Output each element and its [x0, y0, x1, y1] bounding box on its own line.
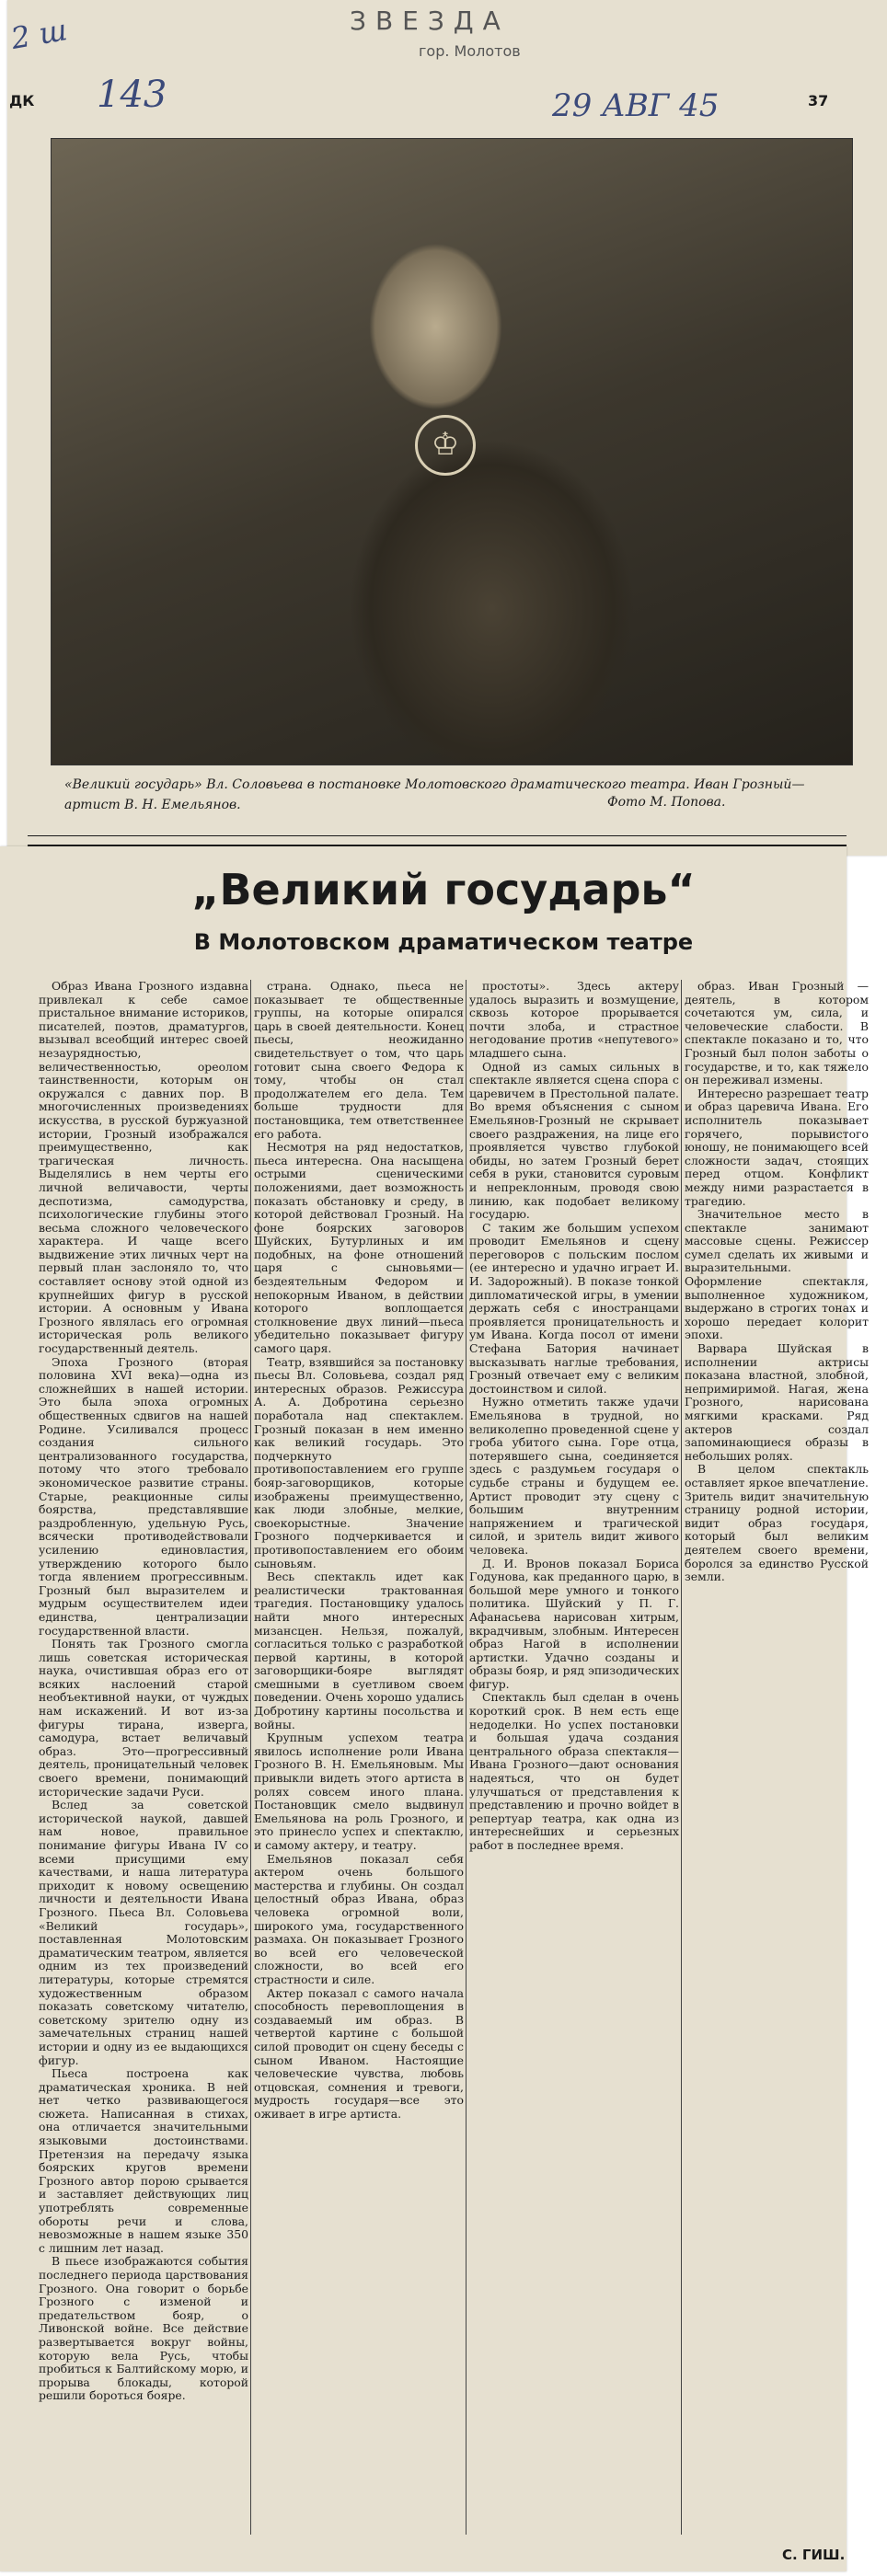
page-marker-right: 37 [808, 92, 829, 109]
paragraph: Одной из самых сильных в спектакле является сцена спора с царевичем в Престольной палате. Во время объяснения с сыном Емельянов-Грозный не скрывает своего раздражения, на лице его проявляется чувство глубокой обиды, но затем Грозный берет себя в руки, становится суровым и непреклонным, проводя свою линию, как подобает великому государю. [469, 1059, 679, 1222]
paragraph: Крупным успехом театра явилось исполнение роли Ивана Грозного В. Н. Емельяновым. Мы привыкли видеть этого артиста в ролях совсем иного плана. Постановщик смело выдвинул Емельянова на роль Грозного, и это принесло успех и спектаклю, и самому актеру, и театру. [254, 1731, 464, 1852]
paragraph: Образ Ивана Грозного издавна привлекал к себе самое пристальное внимание историков, писателей, поэтов, драматургов, вызывал всеобщий интерес своей незаурядностью, величественностью, ореолом таинственности, которым он окружался с давних пор. В многочисленных произведениях искусства, в русской буржуазной истории, Грозный изображался преимущественно, как трагическая личность. Выделялись в нем черты его личной величавости, черты деспотизма, самодурства, психологические глубины этого весьма сложного человеческого характера. И чаще всего выдвижение этих личных черт на первый план заслоняло то, что составляет основу этой одной из крупнейших фигур в русской истории. А основным у Ивана Грозного являлась его огромная историческая роль великого государственный деятель. [39, 980, 248, 1356]
handwritten-date: 29 АВГ 45 [552, 87, 720, 124]
page-marker-left: ДК [9, 92, 35, 109]
article-headline: „Великий государь“ [191, 865, 696, 914]
column-divider [681, 980, 682, 2535]
paragraph: Спектакль был сделан в очень короткий срок. В нем есть еще недоделки. Но успех постановки и большая удача создания центрального образа спектакля—Ивана Грозного—дают основания надеяться, что он будет улучшаться от представления к представлению и прочно войдет в репертуар театра, как одна из интереснейших и серьезных работ в последнее время. [469, 1690, 679, 1852]
article-column-3 [469, 980, 679, 2535]
paragraph: В пьесе изображаются события последнего периода царствования Грозного. Она говорит о борьбе Грозного с изменой и предательством бояр, о Ливонской войне. Все действие развертывается вокруг войны, которую вела Русь, чтобы пробиться к Балтийскому морю, и прорыва блокады, которой решили бороться бояре. [39, 2254, 248, 2403]
article-column-4 [685, 980, 869, 2535]
photo-credit: Фото М. Попова. [607, 795, 726, 810]
paragraph: Нужно отметить также удачи Емельянова в трудной, но великолепно проведенной сцене у гроба убитого сына. Горе отца, потерявшего сына, соединяется здесь с раздумьем государя о судьбе страны и будущем ее. Артист проводит эту сцену с большим внутренним напряжением и трагической силой, и зритель видит живого человека. [469, 1395, 679, 1557]
article-column-2 [254, 980, 464, 2535]
paragraph: простоты». Здесь актеру удалось выразить и возмущение, сквозь которое прорывается почти злоба, и страстное негодование против «непутевого» младшего сына. [469, 980, 679, 1060]
paragraph: Варвара Шуйская в исполнении актрисы показана властной, злобной, непримиримой. Нагая, жена Грозного, нарисована мягкими красками. Ряд актеров создал запоминающиеся образы в небольших ролях. [685, 1341, 869, 1463]
paragraph: В целом спектакль оставляет яркое впечатление. Зритель видит значительную страницу родной истории, видит образ государя, который был великим деятелем своего времени, боролся за единство Русской земли. [685, 1462, 869, 1584]
paragraph: страна. Однако, пьеса не показывает те общественные группы, на которые опирался царь в своей деятельности. Конец пьесы, неожиданно свидетельствует о том, что царь готовит сына своего Федора к тому, чтобы он стал продолжателем его дела. Тем больше трудности для постановщика, тем ответственнее его работа. [254, 980, 464, 1141]
paragraph: образ. Иван Грозный — деятель, в котором сочетаются ум, сила, и человеческие слабости. В спектакле показано и то, что Грозный был полон заботы о государстве, и то, как тяжело он переживал измены. [685, 980, 869, 1087]
paragraph: Эпоха Грозного (вторая половина XVI века)—одна из сложнейших в нашей истории. Это была эпоха огромных общественных сдвигов на нашей Родине. Усиливался процесс создания сильного централизованного государства, потому что этого требовало экономическое развитие страны. Старые, реакционные силы боярства, представлявшие раздробленную, удельную Русь, всячески противодействовали усилению единовластия, утверждению которого было тогда явлением прогрессивным. Грозный был выразителем и мудрым осуществителем идеи единства, централизации государственной власти. [39, 1354, 248, 1638]
handwritten-number: 143 [97, 74, 167, 116]
paragraph: Весь спектакль идет как реалистически трактованная трагедия. Постановщику удалось найти много интересных мизансцен. Нельзя, пожалуй, согласиться только с разработкой первой картины, в которой заговорщики-бояре выглядят смешными в суетливом своем поведении. Очень хорошо удались Добротину картины посольства и войны. [254, 1570, 464, 1731]
paragraph: Значительное место в спектакле занимают массовые сцены. Режиссер сумел сделать их живыми и выразительными. Оформление спектакля, выполненное художником, выдержано в строгих тонах и хорошо передает колорит эпохи. [685, 1207, 869, 1342]
paragraph: Емельянов показал себя актером очень большого мастерства и глубины. Он создал целостный образ Ивана, образ человека огромной воли, широкого ума, государственного размаха. Он показывает Грозного во всей его человеческой сложности, во всей его страстности и силе. [254, 1851, 464, 1986]
author-signature: С. ГИШ. [782, 2547, 846, 2563]
article-subheadline: В Молотовском драматическом театре [193, 929, 694, 955]
paragraph: Пьеса построена как драматическая хроника. В ней нет четко развивающегося сюжета. Написанная в стихах, она отличается значительными языковыми достоинствами. Претензия на передачу языка боярских кругов времени Грозного автор порою срывается и заставляет действующих лиц употреблять современные обороты речи и слова, невозможные в нашем языке 350 с лишним лет назад. [39, 2066, 248, 2255]
divider-thin [28, 835, 847, 836]
newspaper-title: ЗВЕЗДА [350, 6, 510, 36]
photo-icon: ♔ [415, 415, 476, 476]
paragraph: Интересно разрешает театр и образ царевича Ивана. Его исполнитель показывает горячего, порывистого юношу, не понимающего всей сложности задач, стоящих перед отцом. Конфликт между ними разрастается в трагедию. [685, 1086, 869, 1208]
photo-caption: «Великий государь» Вл. Соловьева в постановке Молотовского драматического театра. Иван Грозный—артист В. Н. Емельянов. [64, 777, 805, 812]
paragraph: Понять так Грозного смогла лишь советская историческая наука, очистившая образ его от всяких наслоений старой необъективной науки, от чуждых нам искажений. И вот из-за фигуры тирана, изверга, самодура, встает величавый образ. Это—прогрессивный деятель, проницательный человек своего времени, понимающий исторические задачи Руси. [39, 1637, 248, 1799]
column-divider [250, 980, 251, 2535]
handwritten-note: 2 ш [8, 12, 70, 56]
paragraph: Театр, взявшийся за постановку пьесы Вл. Соловьева, создал ряд интересных образов. Режиссура А. А. Добротина серьезно поработала над спектаклем. Грозный показан в нем именно как великий государь. Это подчеркнуто противопоставлением его группе бояр-заговорщиков, которые изображены преимущественно, как люди злобные, мелкие, своекорыстные. Значение Грозного подчеркивается и противопоставлением его обоим сыновьям. [254, 1354, 464, 1570]
divider-thick [28, 845, 847, 846]
paragraph: Несмотря на ряд недостатков, пьеса интересна. Она насыщена острыми сценическими положениями, дает возможность показать обстановку и среду, в которой действовал Грозный. На фоне боярских заговоров Шуйских, Бутурлиных и им подобных, на фоне отношений царя с сыновьями—бездеятельным Федором и непокорным Иваном, в действии которого воплощается столкновение двух линий—пьеса убедительно показывает фигуру самого царя. [254, 1140, 464, 1356]
column-divider [466, 980, 467, 2535]
paragraph: Д. И. Вронов показал Бориса Годунова, как преданного царю, в большой мере умного и тонкого политика. Шуйский у П. Г. Афанасьева нарисован хитрым, вкрадчивым, злобным. Интересен образ Нагой в исполнении артистки. Удачно созданы и образы бояр, и ряд эпизодических фигур. [469, 1556, 679, 1691]
ivan-grozny-photo [51, 138, 853, 765]
article-column-1 [39, 980, 248, 2535]
paragraph: Актер показал с самого начала способность перевоплощения в создаваемый им образ. В четвертой картине с большой силой проводит он сцену беседы с сыном Иваном. Настоящие человеческие чувства, любовь отцовская, сомнения и тревоги, мудрость государя—все это оживает в игре артиста. [254, 1985, 464, 2121]
paragraph: Вслед за советской исторической наукой, давшей нам новое, правильное понимание фигуры Ивана IV со всеми присущими ему качествами, и наша литература приходит к новому освещению личности и деятельности Ивана Грозного. Пьеса Вл. Соловьева «Великий государь», поставленная Молотовским драматическим театром, является одним из тех произведений литературы, которые стремятся художественным образом показать советскому читателю, советскому зрителю одну из замечательных страниц нашей истории и одну из ее выдающихся фигур. [39, 1798, 248, 2067]
newspaper-city: гор. Молотов [419, 42, 521, 60]
paragraph: С таким же большим успехом проводит Емельянов и сцену переговоров с польским послом (ее интересно и удачно играет И. И. Задорожный). В показе тонкой дипломатической игры, в умении держать себя с иностранцами проявляется проницательность и ум Ивана. Когда посол от имени Стефана Батория начинает высказывать наглые требования, Грозный отвечает ему с великим достоинством и силой. [469, 1220, 679, 1396]
